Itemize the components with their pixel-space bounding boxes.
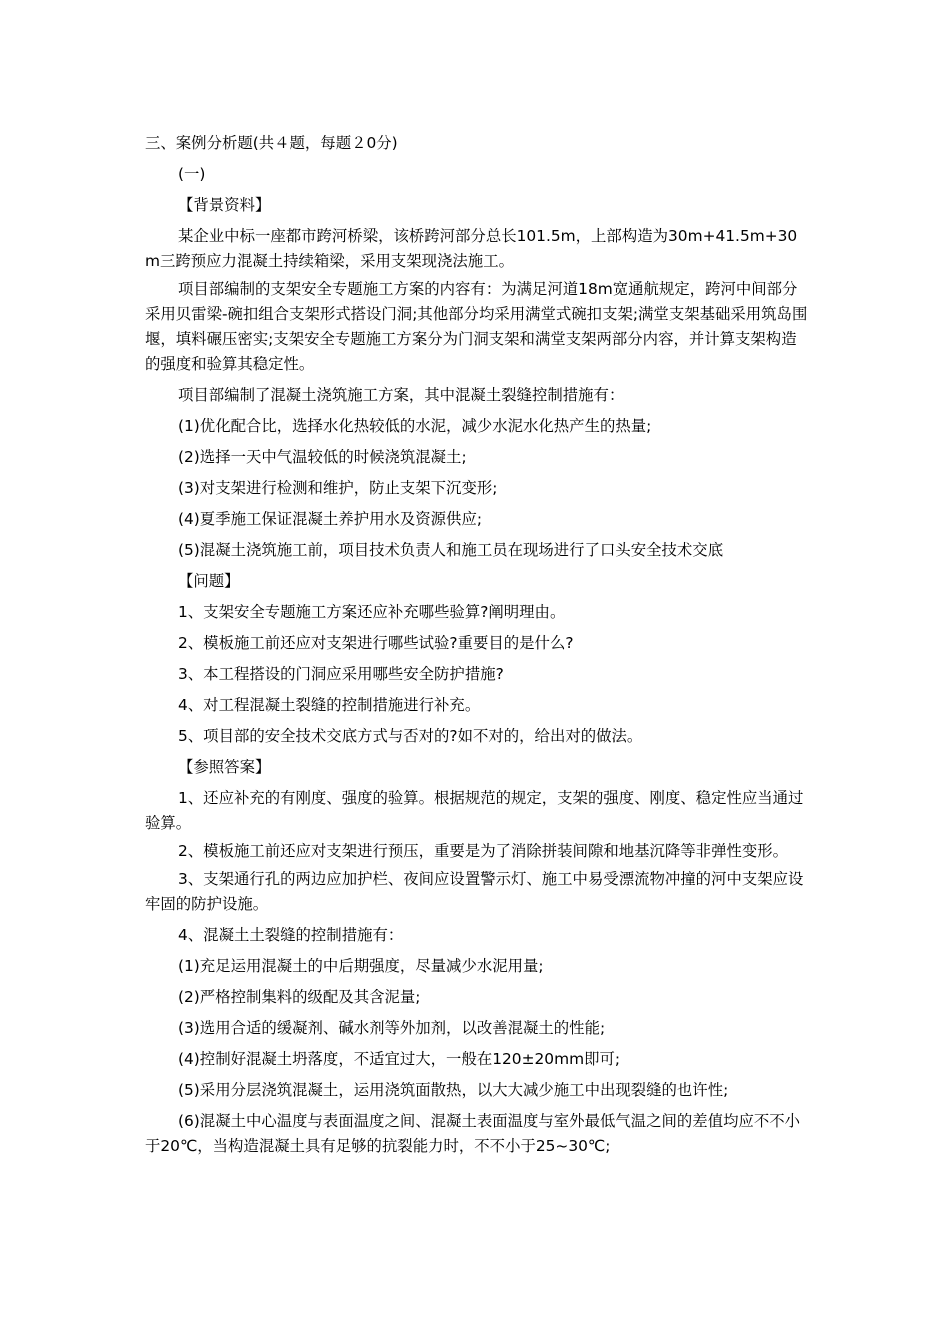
document-page (145, 128, 810, 1162)
answer-crack-measure: (3)选用合适的缓凝剂、碱水剂等外加剂，以改善混凝土的性能; (178, 1019, 606, 1037)
answer-crack-measure: (5)采用分层浇筑混凝土，运用浇筑面散热，以大大减少施工中出现裂缝的也许性; (178, 1081, 729, 1099)
question-item: 3、本工程搭设的门洞应采用哪些安全防护措施? (178, 665, 504, 683)
background-paragraph: 项目部编制了混凝土浇筑施工方案，其中混凝土裂缝控制措施有： (178, 386, 625, 404)
case-number: (一) (178, 165, 206, 183)
answer-item: 2、模板施工前还应对支架进行预压，重要是为了消除拼装间隙和地基沉降等非弹性变形。 (178, 842, 789, 860)
crack-control-measure: (5)混凝土浇筑施工前，项目技术负责人和施工员在现场进行了口头安全技术交底 (178, 541, 724, 559)
answer-item: 3、支架通行孔的两边应加护栏、夜间应设置警示灯、施工中易受漂流物冲撞的河中支架应设牢固的防护设施。 (145, 870, 804, 913)
question-item: 1、支架安全专题施工方案还应补充哪些验算?阐明理由。 (178, 603, 566, 621)
questions-heading: 【问题】 (178, 572, 240, 590)
background-paragraph: 某企业中标一座都市跨河桥梁，该桥跨河部分总长101.5m，上部构造为30m+41.5m+30m三跨预应力混凝土持续箱梁，采用支架现浇法施工。 (145, 227, 798, 270)
answer-crack-measure: (4)控制好混凝土坍落度，不适宜过大，一般在120±20mm即可; (178, 1050, 621, 1068)
section-title: 三、案例分析题(共４题，每题２0分) (145, 134, 398, 152)
answer-item: 1、还应补充的有刚度、强度的验算。根据规范的规定，支架的强度、刚度、稳定性应当通过验算。 (145, 789, 804, 832)
background-paragraph: 项目部编制的支架安全专题施工方案的内容有：为满足河道18m宽通航规定，跨河中间部分采用贝雷梁-碗扣组合支架形式搭设门洞;其他部分均采用满堂式碗扣支架;满堂支架基础采用筑岛围堰，填料碾压密实;支架安全专题施工方案分为门洞支架和满堂支架两部分内容，并计算支架构造的强度和验算其稳定性。 (145, 280, 808, 373)
question-item: 5、项目部的安全技术交底方式与否对的?如不对的，给出对的做法。 (178, 727, 643, 745)
crack-control-measure: (1)优化配合比，选择水化热较低的水泥，减少水泥水化热产生的热量; (178, 417, 652, 435)
answer-crack-measure: (6)混凝土中心温度与表面温度之间、混凝土表面温度与室外最低气温之间的差值均应不不小于20℃，当构造混凝土具有足够的抗裂能力时，不不小于25~30℃; (145, 1112, 801, 1155)
background-heading: 【背景资料】 (178, 196, 271, 214)
crack-control-measure: (4)夏季施工保证混凝土养护用水及资源供应; (178, 510, 483, 528)
question-item: 4、对工程混凝土裂缝的控制措施进行补充。 (178, 696, 481, 714)
answers-heading: 【参照答案】 (178, 758, 271, 776)
crack-control-measure: (2)选择一天中气温较低的时候浇筑混凝土; (178, 448, 467, 466)
crack-control-measure: (3)对支架进行检测和维护，防止支架下沉变形; (178, 479, 498, 497)
question-item: 2、模板施工前还应对支架进行哪些试验?重要目的是什么? (178, 634, 574, 652)
answer-crack-measure: (1)充足运用混凝土的中后期强度，尽量减少水泥用量; (178, 957, 544, 975)
answer-item: 4、混凝土土裂缝的控制措施有： (178, 926, 404, 944)
answer-crack-measure: (2)严格控制集料的级配及其含泥量; (178, 988, 421, 1006)
